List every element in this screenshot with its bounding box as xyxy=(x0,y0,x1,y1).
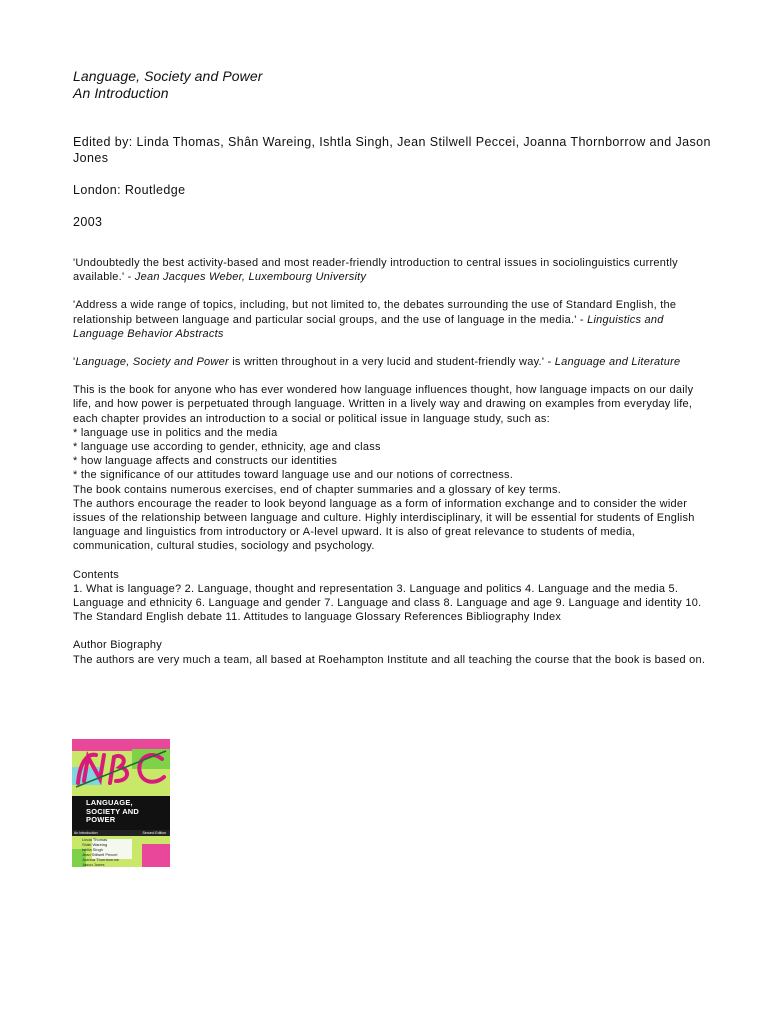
review-2-source: Linguistics and Language Behavior Abstracts xyxy=(73,313,664,340)
description-audience: The authors encourage the reader to look beyond language as a form of information exchange and to consider the wider issues of the relationship between language and culture. Highly interdisciplinary, it will be essential for students of English language and linguistics from introductory or A-level upward. It is also of great relevance to students of media, communication, cultural studies, sociology and psychology. xyxy=(73,497,695,553)
contents-heading: Contents xyxy=(73,568,120,581)
review-1 xyxy=(73,256,713,284)
cover-author: Linda Thomas xyxy=(82,837,108,842)
book-publisher: London: Routledge xyxy=(73,183,186,197)
review-2 xyxy=(73,298,713,341)
review-3 xyxy=(73,355,713,369)
description-intro: This is the book for anyone who has ever wondered how language influences thought, how language impacts on our daily life, and how power is perpetuated through language. Written in a lively way and drawing on examples from everyday life, each chapter provides an introduction to a social or political issue in language study, such as: xyxy=(73,384,694,425)
cover-strip-right: Second Edition xyxy=(142,831,166,835)
description-bullet: * how language affects and constructs our identities xyxy=(73,455,338,468)
description-bullet: * the significance of our attitudes toward language use and our notions of correctness. xyxy=(73,469,514,482)
book-editors: Edited by: Linda Thomas, Shân Wareing, Ishtla Singh, Jean Stilwell Peccei, Joanna Thornborrow and Jason Jones xyxy=(73,135,711,165)
graffiti-art-icon xyxy=(74,743,168,793)
cover-title xyxy=(72,796,170,830)
biography-text: The authors are very much a team, all based at Roehampton Institute and all teaching the course that the book is based on. xyxy=(73,653,706,666)
review-3-prefix: ' xyxy=(73,356,76,369)
cover-author: Shân Wareing xyxy=(82,842,108,847)
book-cover-image xyxy=(72,739,170,867)
review-2-quote: 'Address a wide range of topics, including, but not limited to, the debates surrounding the use of Standard English, the relationship between language and particular social groups, and the use of language in the media.' - xyxy=(73,299,677,326)
review-1-source: Jean Jacques Weber, Luxembourg University xyxy=(134,271,367,284)
cover-author: Ishtla Singh xyxy=(82,847,103,852)
contents-text: 1. What is language? 2. Language, thought and representation 3. Language and politics 4. Language and the media 5. Language and ethnicity 6. Language and gender 7. Language and class 8. Language and age 9. Language and identity 10. The Standard English debate 11. Attitudes to language Glossary References Bibliography Index xyxy=(73,582,702,624)
biography-heading: Author Biography xyxy=(73,639,162,652)
book-year: 2003 xyxy=(73,215,103,229)
cover-strip xyxy=(72,830,170,836)
cover-authors xyxy=(82,837,152,867)
cover-title-line: LANGUAGE, xyxy=(86,798,133,807)
book-title: Language, Society and Power xyxy=(73,68,263,84)
cover-title-line: SOCIETY AND xyxy=(86,806,140,816)
review-1-quote: 'Undoubtedly the best activity-based and most reader-friendly introduction to central issues in sociolinguistics currently available.' - xyxy=(73,257,678,284)
cover-author: Jason Jones xyxy=(82,862,105,867)
cover-strip-left: An Introduction xyxy=(74,831,98,835)
cover-title-line: POWER xyxy=(86,815,116,824)
review-3-title: Language, Society and Power xyxy=(75,356,229,369)
cover-author: Joanna Thornborrow xyxy=(82,857,119,862)
review-3-source: Language and Literature xyxy=(554,356,681,369)
description-exercises: The book contains numerous exercises, end of chapter summaries and a glossary of key terms. xyxy=(73,483,562,496)
description-bullet: * language use in politics and the media xyxy=(73,426,278,439)
document-page xyxy=(73,68,713,667)
description-bullet: * language use according to gender, ethnicity, age and class xyxy=(73,441,381,454)
book-subtitle: An Introduction xyxy=(73,85,169,101)
cover-author: Jean Stilwell Peccei xyxy=(82,852,118,857)
review-3-quote: is written throughout in a very lucid and student-friendly way.' - xyxy=(228,356,555,369)
